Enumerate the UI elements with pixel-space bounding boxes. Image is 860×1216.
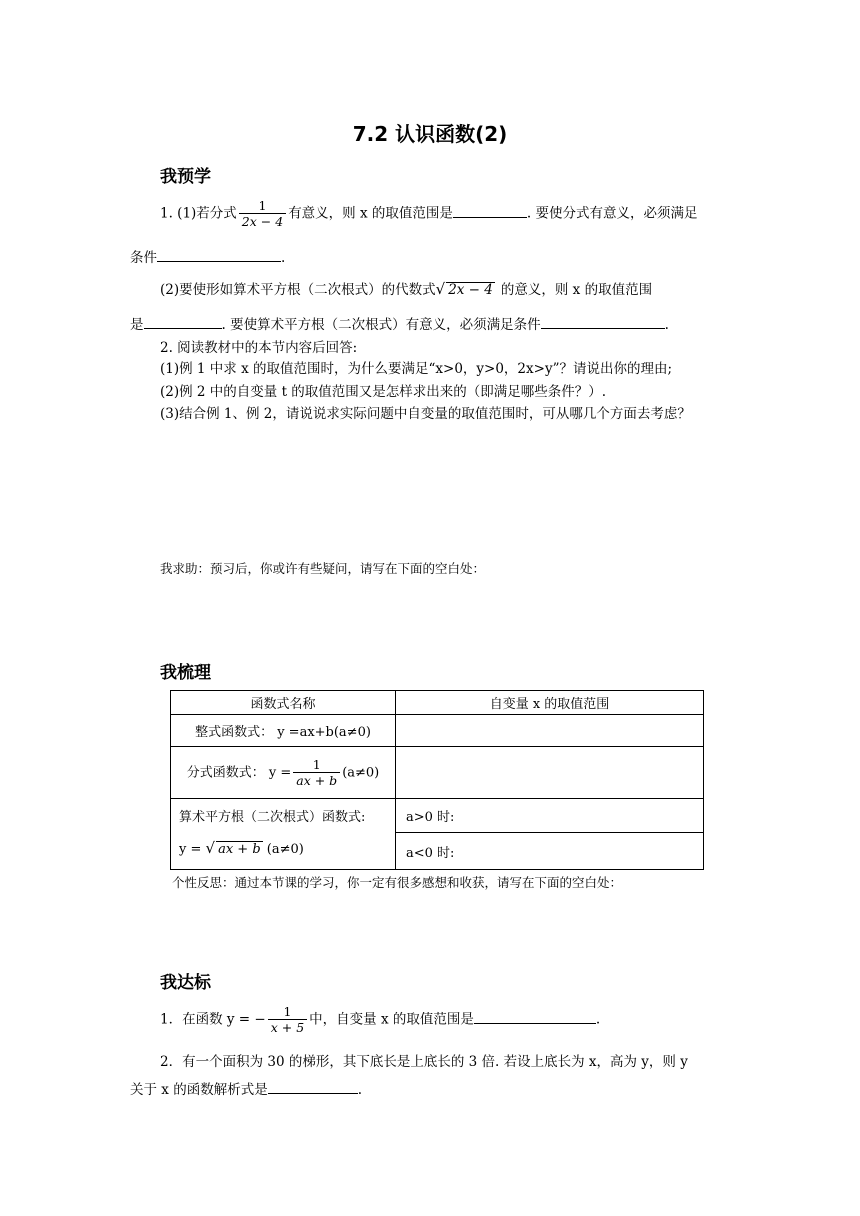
m1-mid: 中，自变量 x 的取值范围是 — [309, 1011, 474, 1028]
q1b-prefix: (2)要使形如算术平方根（二次根式）的代数式 — [160, 282, 436, 298]
row-fraction-den: ax + b — [296, 772, 338, 788]
m2-line2-prefix: 关于 x 的函数解析式是 — [130, 1082, 268, 1098]
m2-line1: 2．有一个面积为 30 的梯形，其下底长是上底长的 3 倍. 若设上底长为 x，高为 y，则 y — [160, 1054, 688, 1070]
section-sort: 我梳理 — [160, 663, 211, 683]
q1b-line2-prefix: 是 — [130, 317, 144, 333]
m2-line2-end: . — [357, 1082, 362, 1098]
help-prompt: 我求助：预习后，你或许有些疑问，请写在下面的空白处： — [160, 561, 486, 576]
q1-fraction — [239, 198, 286, 230]
q1b-mid: 的意义，则 x 的取值范围 — [500, 282, 653, 298]
q1-blank-condition[interactable] — [157, 249, 281, 262]
page-title: 7.2 认识函数(2) — [352, 122, 508, 146]
q1-line2-end: . — [281, 250, 286, 266]
m1-blank[interactable] — [474, 1011, 596, 1024]
m1-num: 1 — [268, 1004, 307, 1020]
row-sqrt-prefix: y = — [179, 842, 202, 857]
q1-line2 — [130, 246, 285, 266]
q2-a: (1)例 1 中求 x 的取值范围时，为什么要满足“x>0，y>0，2x>y”？请说出你的理由; — [160, 361, 673, 377]
m1-den: x + 5 — [270, 1020, 305, 1035]
domain-table — [170, 690, 704, 870]
q1b-line2 — [130, 313, 669, 333]
q2-intro: 2. 阅读教材中的本节内容后回答: — [160, 340, 358, 356]
q1-mid: 有意义，则 x 的取值范围是 — [288, 205, 453, 222]
m1-line — [160, 1004, 600, 1036]
row-fraction — [171, 747, 396, 799]
row-sqrt-suffix: (a≠0) — [266, 842, 304, 857]
row-fraction-num: 1 — [293, 757, 340, 773]
q2-b: (2)例 2 中的自变量 t 的取值范围又是怎样求出来的（即满足哪些条件？）. — [160, 384, 607, 400]
row-fraction-suffix: (a≠0) — [342, 765, 380, 780]
cell-fraction-range[interactable] — [396, 747, 704, 799]
row-fraction-frac — [293, 757, 340, 789]
row-sqrt-title: 算术平方根（二次根式）函数式: — [179, 810, 366, 825]
row-sqrt-formula: y = √ ax + b (a≠0) — [179, 839, 304, 857]
cell-sqrt-positive[interactable]: a>0 时: — [396, 799, 704, 833]
m1-fraction — [268, 1004, 307, 1036]
row-fraction-prefix: 分式函数式： y = — [186, 765, 292, 780]
q1b-radicand: 2x − 4 — [448, 282, 493, 298]
cell-polynomial-range[interactable] — [396, 715, 704, 747]
section-preview: 我预学 — [160, 167, 211, 187]
cell-sqrt-negative[interactable]: a<0 时: — [396, 833, 704, 870]
q1-line2-prefix: 条件 — [130, 250, 157, 266]
m2-blank[interactable] — [268, 1081, 358, 1094]
q1b-blank-condition[interactable] — [541, 316, 665, 329]
q1b-blank-range[interactable] — [144, 316, 222, 329]
q1-blank-range[interactable] — [453, 205, 527, 218]
row-sqrt-radicand: ax + b — [218, 842, 261, 857]
row-polynomial: 整式函数式： y =ax+b(a≠0) — [171, 715, 396, 747]
q1b-line2-end: . — [664, 317, 669, 333]
section-master: 我达标 — [160, 973, 211, 993]
q1b-line2-mid: . 要使算术平方根（二次根式）有意义，必须满足条件 — [221, 317, 541, 333]
q1-tail: . 要使分式有意义，必须满足 — [526, 205, 698, 222]
row-sqrt — [171, 799, 396, 870]
q2-c: (3)结合例 1、例 2，请说说求实际问题中自变量的取值范围时，可从哪几个方面去考虑？ — [160, 406, 691, 422]
q1-line1 — [160, 198, 697, 230]
q1b-line1: (2)要使形如算术平方根（二次根式）的代数式√ 2x − 4 的意义，则 x 的取值范围 — [160, 280, 653, 298]
q1-frac-num: 1 — [239, 198, 286, 214]
table-header-name: 函数式名称 — [171, 691, 396, 715]
q1-frac-den: 2x − 4 — [241, 214, 284, 229]
m2-line2 — [130, 1078, 362, 1098]
reflect-prompt: 个性反思：通过本节课的学习，你一定有很多感想和收获，请写在下面的空白处： — [172, 875, 623, 890]
q1-prefix: 1. (1)若分式 — [160, 205, 237, 222]
m1-prefix: 1．在函数 y = − — [160, 1011, 266, 1028]
table-header-range: 自变量 x 的取值范围 — [396, 691, 704, 715]
m1-end: . — [595, 1011, 601, 1028]
